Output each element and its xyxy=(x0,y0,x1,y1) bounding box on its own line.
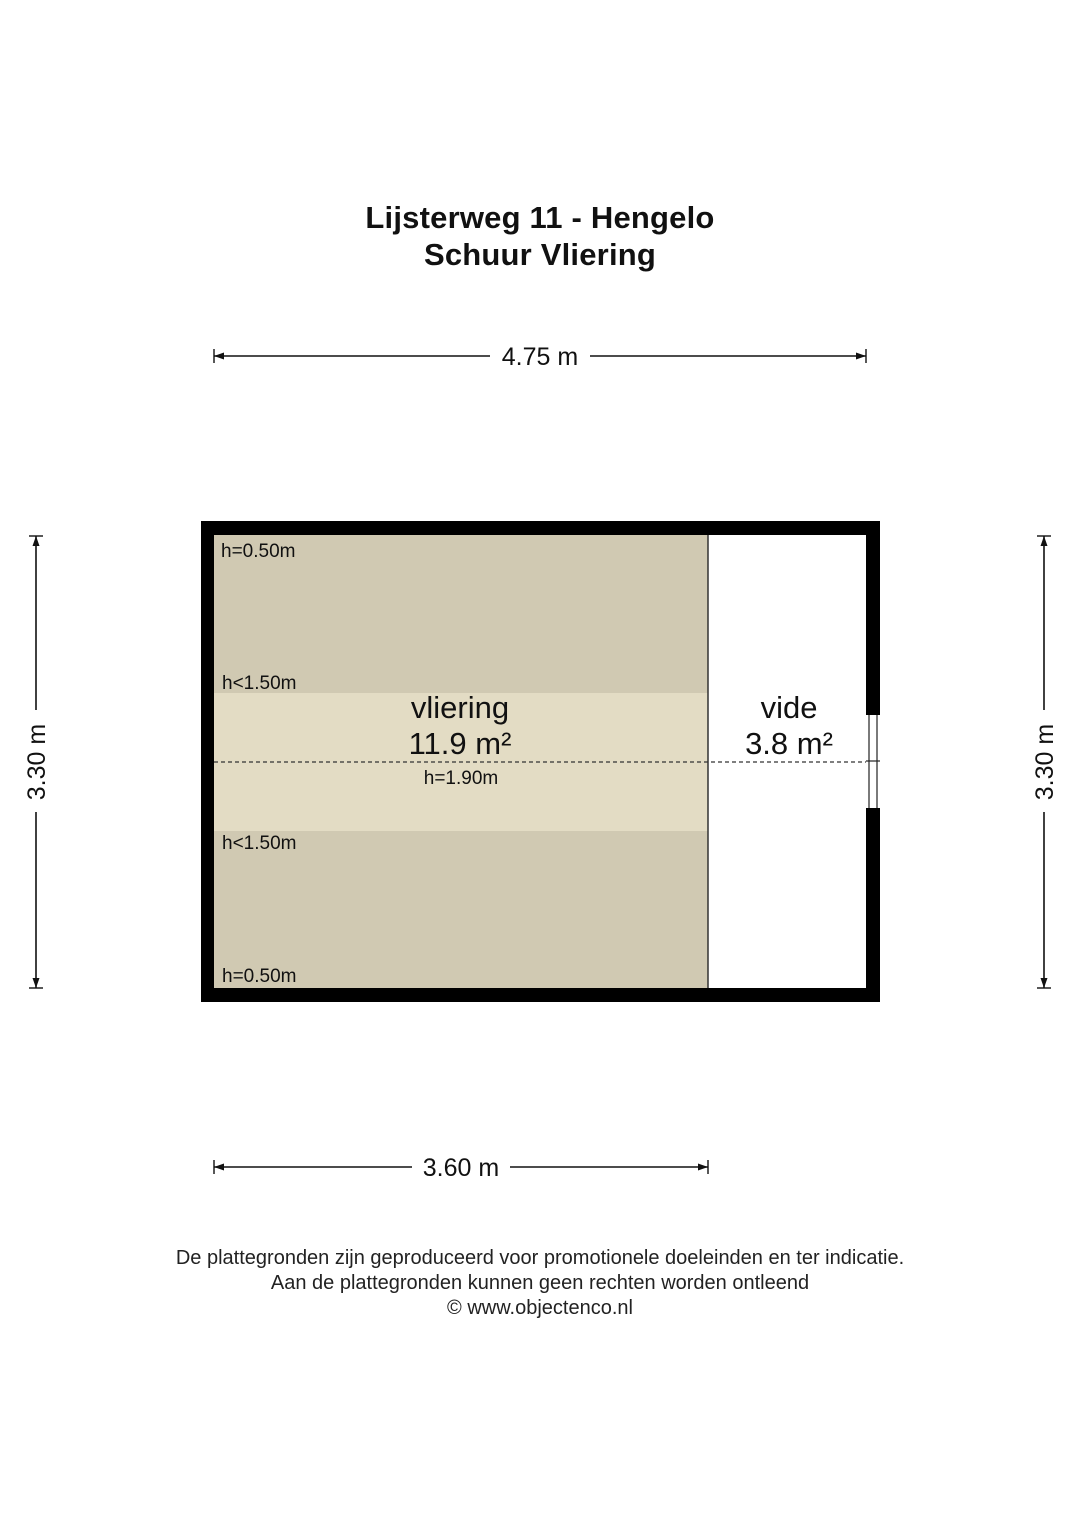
copyright-line: © www.objectenco.nl xyxy=(447,1297,633,1319)
window-right-wall xyxy=(866,707,880,816)
vide-area xyxy=(708,535,866,988)
dimension-right-label: 3.30 m xyxy=(1031,723,1059,801)
height-label-top-edge: h=0.50m xyxy=(221,541,296,562)
dimension-left xyxy=(23,536,51,988)
dimension-bottom xyxy=(214,1154,708,1182)
building xyxy=(201,521,880,1002)
height-label-upper-mid: h<1.50m xyxy=(222,673,297,694)
window-jamb-bottom xyxy=(866,808,880,816)
height-label-lower-mid: h<1.50m xyxy=(222,833,297,854)
room-area-vide: 3.8 m² xyxy=(745,726,833,761)
dimension-left-label: 3.30 m xyxy=(23,723,51,801)
room-name-vliering: vliering xyxy=(410,690,510,725)
disclaimer-line-2: Aan de plattegronden kunnen geen rechten worden ontleend xyxy=(270,1272,810,1294)
height-label-bottom-edge: h=0.50m xyxy=(222,966,297,987)
dimension-right xyxy=(1031,536,1059,988)
dimension-top xyxy=(214,343,866,371)
plan-subtitle: Schuur Vliering xyxy=(423,237,657,272)
ridge-height-label: h=1.90m xyxy=(423,768,499,789)
window-jamb-top xyxy=(866,707,880,715)
room-name-vide: vide xyxy=(760,690,818,725)
dimension-top-label: 4.75 m xyxy=(501,343,579,371)
plan-title: Lijsterweg 11 - Hengelo xyxy=(365,200,715,235)
dimension-bottom-label: 3.60 m xyxy=(422,1154,500,1182)
room-area-vliering: 11.9 m² xyxy=(408,726,512,761)
disclaimer-line-1: De plattegronden zijn geproduceerd voor promotionele doeleinden en ter indicatie. xyxy=(175,1247,905,1269)
vliering-low-zone-bottom xyxy=(214,831,708,988)
